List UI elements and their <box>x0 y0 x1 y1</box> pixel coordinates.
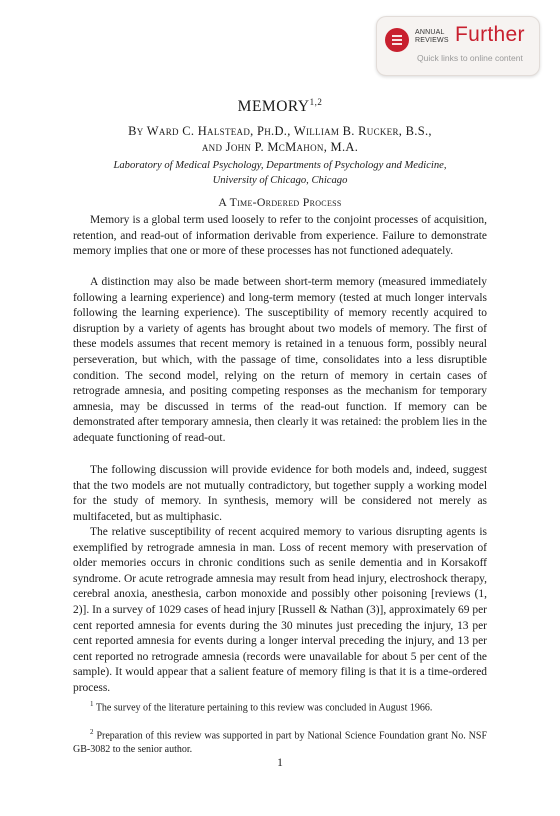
paragraph-2: A distinction may also be made between short-term memory (measured immediately following a learning experience) and long-term memory (tested at much longer intervals following the learning experience). The susceptibility of memory recently acquired to disruption by a variety of agents has brought about two models of memory. The first of these models assumes that recent memory is retained in a tenuous form, possibly neural perseveration, but which, with the passage of time, consolidates into a less disruptible condition. The second model, relying on the return of memory in certain cases of retrograde amnesia, and positing competing responses as the mechanism for temporary amnesia, may be discussed in terms of the read-out function. If memory can be demonstrated after temporary amnesia, then clearly it was retained: the problem lies in the adequate functioning of read-out. <box>73 276 487 444</box>
paragraph-1: Memory is a global term used loosely to refer to the conjoint processes of acquisition, retention, and read-out of information derivable from experience. Failure to demonstrate memory implies that one or more of these processes has not functioned adequately. <box>73 214 487 258</box>
authors-line-2: and John P. McMahon, M.A. <box>201 140 359 154</box>
footnote-2: $^2$ Preparation of this review was supported in part by National Science Foundation grant No. NSF GB-3082 to the senior author. <box>73 728 488 756</box>
annual-reviews-logo-icon <box>385 28 409 52</box>
further-label: Further <box>455 23 525 46</box>
paragraph-4: The relative susceptibility of recent acquired memory to various disrupting agents is exemplified by retrograde amnesia in man. Loss of recent memory with preservation of older memories occurs in chronic conditions such as senile dementia and in Korsakoff syndrome. Or acute retrograde amnesia may result from head injury, electroshock therapy, cerebral anoxia, anesthesia, carbon monoxide and possibly other poisoning [reviews (1, 2)]. In a survey of 1029 cases of head injury [Russell & Nathan (3)], approximately 69 per cent reported amnesia for events during the 30 minutes just preceding the injury, 13 per cent reported amnesia for events during a longer interval preceding the injury, and 13 per cent reported no retrograde amnesia (records were unavailable for about 5 per cent of the sample). It would appear that a salient feature of memory filing is that it is a time-ordered process. <box>73 526 487 694</box>
footnote-1: $^1$ The survey of the literature pertaining to this review was concluded in August 1966. <box>90 700 433 714</box>
annual-reviews-label: ANNUAL REVIEWS <box>415 29 449 44</box>
authors-line-1: By Ward C. Halstead, Ph.D., William B. Rucker, B.S., <box>128 124 432 138</box>
title-footnote-marks: 1,2 <box>309 97 323 107</box>
page-number: 1 <box>277 757 283 769</box>
affiliation-line-1: Laboratory of Medical Psychology, Departments of Psychology and Medicine, <box>113 160 447 171</box>
further-subtitle: Quick links to online content <box>417 53 523 63</box>
paragraph-3: The following discussion will provide evidence for both models and, indeed, suggest that the two models are not mutually contradictory, but together supply a working model for the study of memory. In synthesis, memory will be considered not merely as multifaceted, but as multiphasic. <box>73 464 487 523</box>
article-title: MEMORY$^{1,2}$ <box>237 97 323 116</box>
section-heading: A Time-Ordered Process <box>218 195 342 209</box>
further-badge[interactable] <box>376 16 540 76</box>
affiliation-line-2: University of Chicago, Chicago <box>212 175 348 186</box>
